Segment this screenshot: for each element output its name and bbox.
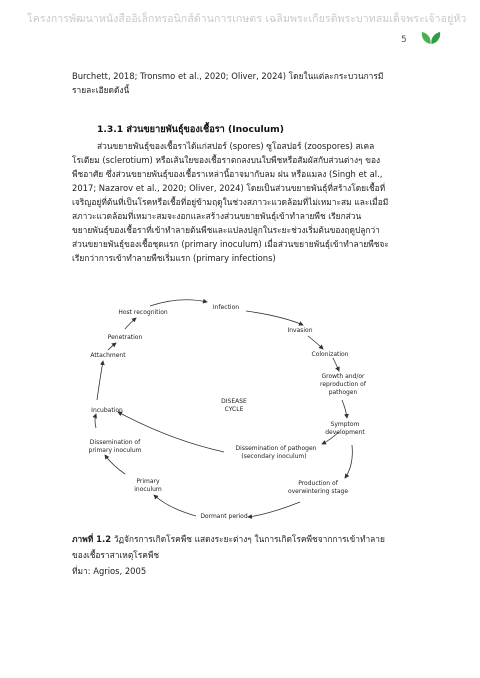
arrow-growth-to-symptom (342, 400, 347, 418)
paragraph-line-5: เจริญอยู่ที่ต้นที่เป็นโรคหรือเชื้อที่อยู่ข้ามฤดูในช่วงสภาวะแวดล้อมที่ไม่เหมาะสม และเมื่อมี (72, 197, 389, 207)
label-infection: Infection (212, 304, 240, 311)
label-invasion: Invasion (287, 327, 313, 334)
arrow-penetration-to-host (125, 318, 136, 329)
intro-line-2: รายละเอียดดังนี้ (72, 85, 130, 95)
arrow-host-to-infection (150, 300, 207, 306)
paragraph-line-2: โรเตียม (sclerotium) หรือเส้นใยของเชื้อราตกลงบนใบพืชหรือสัมผัสกับส่วนต่างๆ ของ (72, 155, 381, 165)
paragraph-line-4: 2017; Nazarov et al., 2020; Oliver, 2024) โดยเป็นส่วนขยายพันธุ์ที่สร้างโดยเชื้อที่ (72, 183, 386, 193)
label-attachment: Attachment (90, 352, 126, 359)
label-overwinter-2: overwintering stage (287, 488, 349, 495)
figure-caption-line-1 (72, 532, 385, 546)
figure-caption-line-2: ของเชื้อราสาเหตุโรคพืช (72, 550, 160, 560)
label-growth-3: pathogen (328, 389, 358, 396)
label-symptom-1: Symptom (330, 421, 360, 428)
paragraph-line-8: ส่วนขยายพันธุ์ของเชื้อชุดแรก (primary inoculum) เมื่อส่วนขยายพันธุ์เข้าทำลายพืชจะ (72, 239, 389, 249)
label-center-disease: DISEASE (221, 398, 247, 405)
arrow-invasion-to-colonization (308, 336, 323, 349)
arrow-secondary-to-incubation (118, 412, 224, 452)
arrow-overwinter-to-dormant (248, 502, 300, 517)
label-incubation: Incubation (91, 407, 123, 414)
arrow-dissemination-to-incubation (95, 414, 96, 428)
label-center-cycle: CYCLE (224, 406, 244, 413)
label-overwinter-1: Production of (298, 480, 338, 487)
paragraph-line-1: ส่วนขยายพันธุ์ของเชื้อราได้แก่สปอร์ (spores) ซูโอสปอร์ (zoospores) สเคล (97, 141, 375, 151)
page-number: 5 (401, 35, 407, 45)
arrow-symptom-to-overwinter (345, 445, 352, 478)
arrow-dormant-to-primary (154, 495, 196, 516)
arrow-colonization-to-growth (333, 358, 339, 371)
arrow-incubation-to-attachment (97, 361, 103, 400)
paragraph-line-9: เรียกว่าการเข้าทำลายพืชเริ่มแรก (primary infections) (72, 253, 276, 263)
running-header: โครงการพัฒนาหนังสืออิเล็กทรอนิกส์ด้านการเกษตร เฉลิมพระเกียรติพระบาทสมเด็จพระเจ้าอยู่หัว (27, 13, 467, 25)
label-dormant: Dormant period (200, 513, 248, 520)
label-symptom-2: development (325, 429, 365, 436)
label-dissem-primary-1: Dissemination of (89, 439, 141, 446)
label-growth-2: reproduction of (320, 381, 366, 388)
arrow-primary-to-dissemination (105, 455, 125, 474)
label-dissem-primary-2: primary inoculum (88, 447, 142, 454)
paragraph-line-3: พืชอาศัย ซึ่งส่วนขยายพันธุ์ของเชื้อราเหล่านี้อาจมากับลม ฝน หรือแมลง (Singh et al., (72, 169, 383, 179)
label-primary-1: Primary (136, 478, 160, 485)
arrow-attachment-to-penetration (108, 343, 116, 350)
figure-source: ที่มา: Agrios, 2005 (72, 566, 147, 576)
label-colonization: Colonization (311, 351, 349, 358)
paragraph-line-7: ขยายพันธุ์ของเชื้อราที่เข้าทำลายต้นพืชและแปลงปลูกในระยะช่วงเริ่มต้นของฤดูปลูกว่า (72, 225, 380, 235)
arrow-infection-to-invasion (246, 311, 303, 325)
section-heading: 1.3.1 ส่วนขยายพันธุ์ของเชื้อรา (Inoculum) (97, 124, 284, 135)
label-growth-1: Growth and/or (321, 373, 365, 380)
label-primary-2: inoculum (134, 486, 162, 493)
label-penetration: Penetration (107, 334, 143, 341)
label-dissem-path-1: Dissemination of pathogen (235, 445, 317, 452)
label-dissem-path-2: (secondary inoculum) (241, 453, 307, 460)
paragraph-line-6: สภาวะแวดล้อมที่เหมาะสมจะงอกและสร้างส่วนขยายพันธุ์เข้าทำลายพืช เรียกส่วน (72, 211, 362, 221)
label-host-recognition: Host recognition (118, 309, 168, 316)
figure-caption-label: ภาพที่ 1.2 (72, 534, 112, 544)
figure-caption-text: วัฏจักรการเกิดโรคพืช แสดงระยะต่างๆ ในการเกิดโรคพืชจากการเข้าทำลาย (113, 534, 385, 544)
intro-line-1: Burchett, 2018; Tronsmo et al., 2020; Oliver, 2024) โดยในแต่ละกระบวนการมี (72, 71, 384, 81)
